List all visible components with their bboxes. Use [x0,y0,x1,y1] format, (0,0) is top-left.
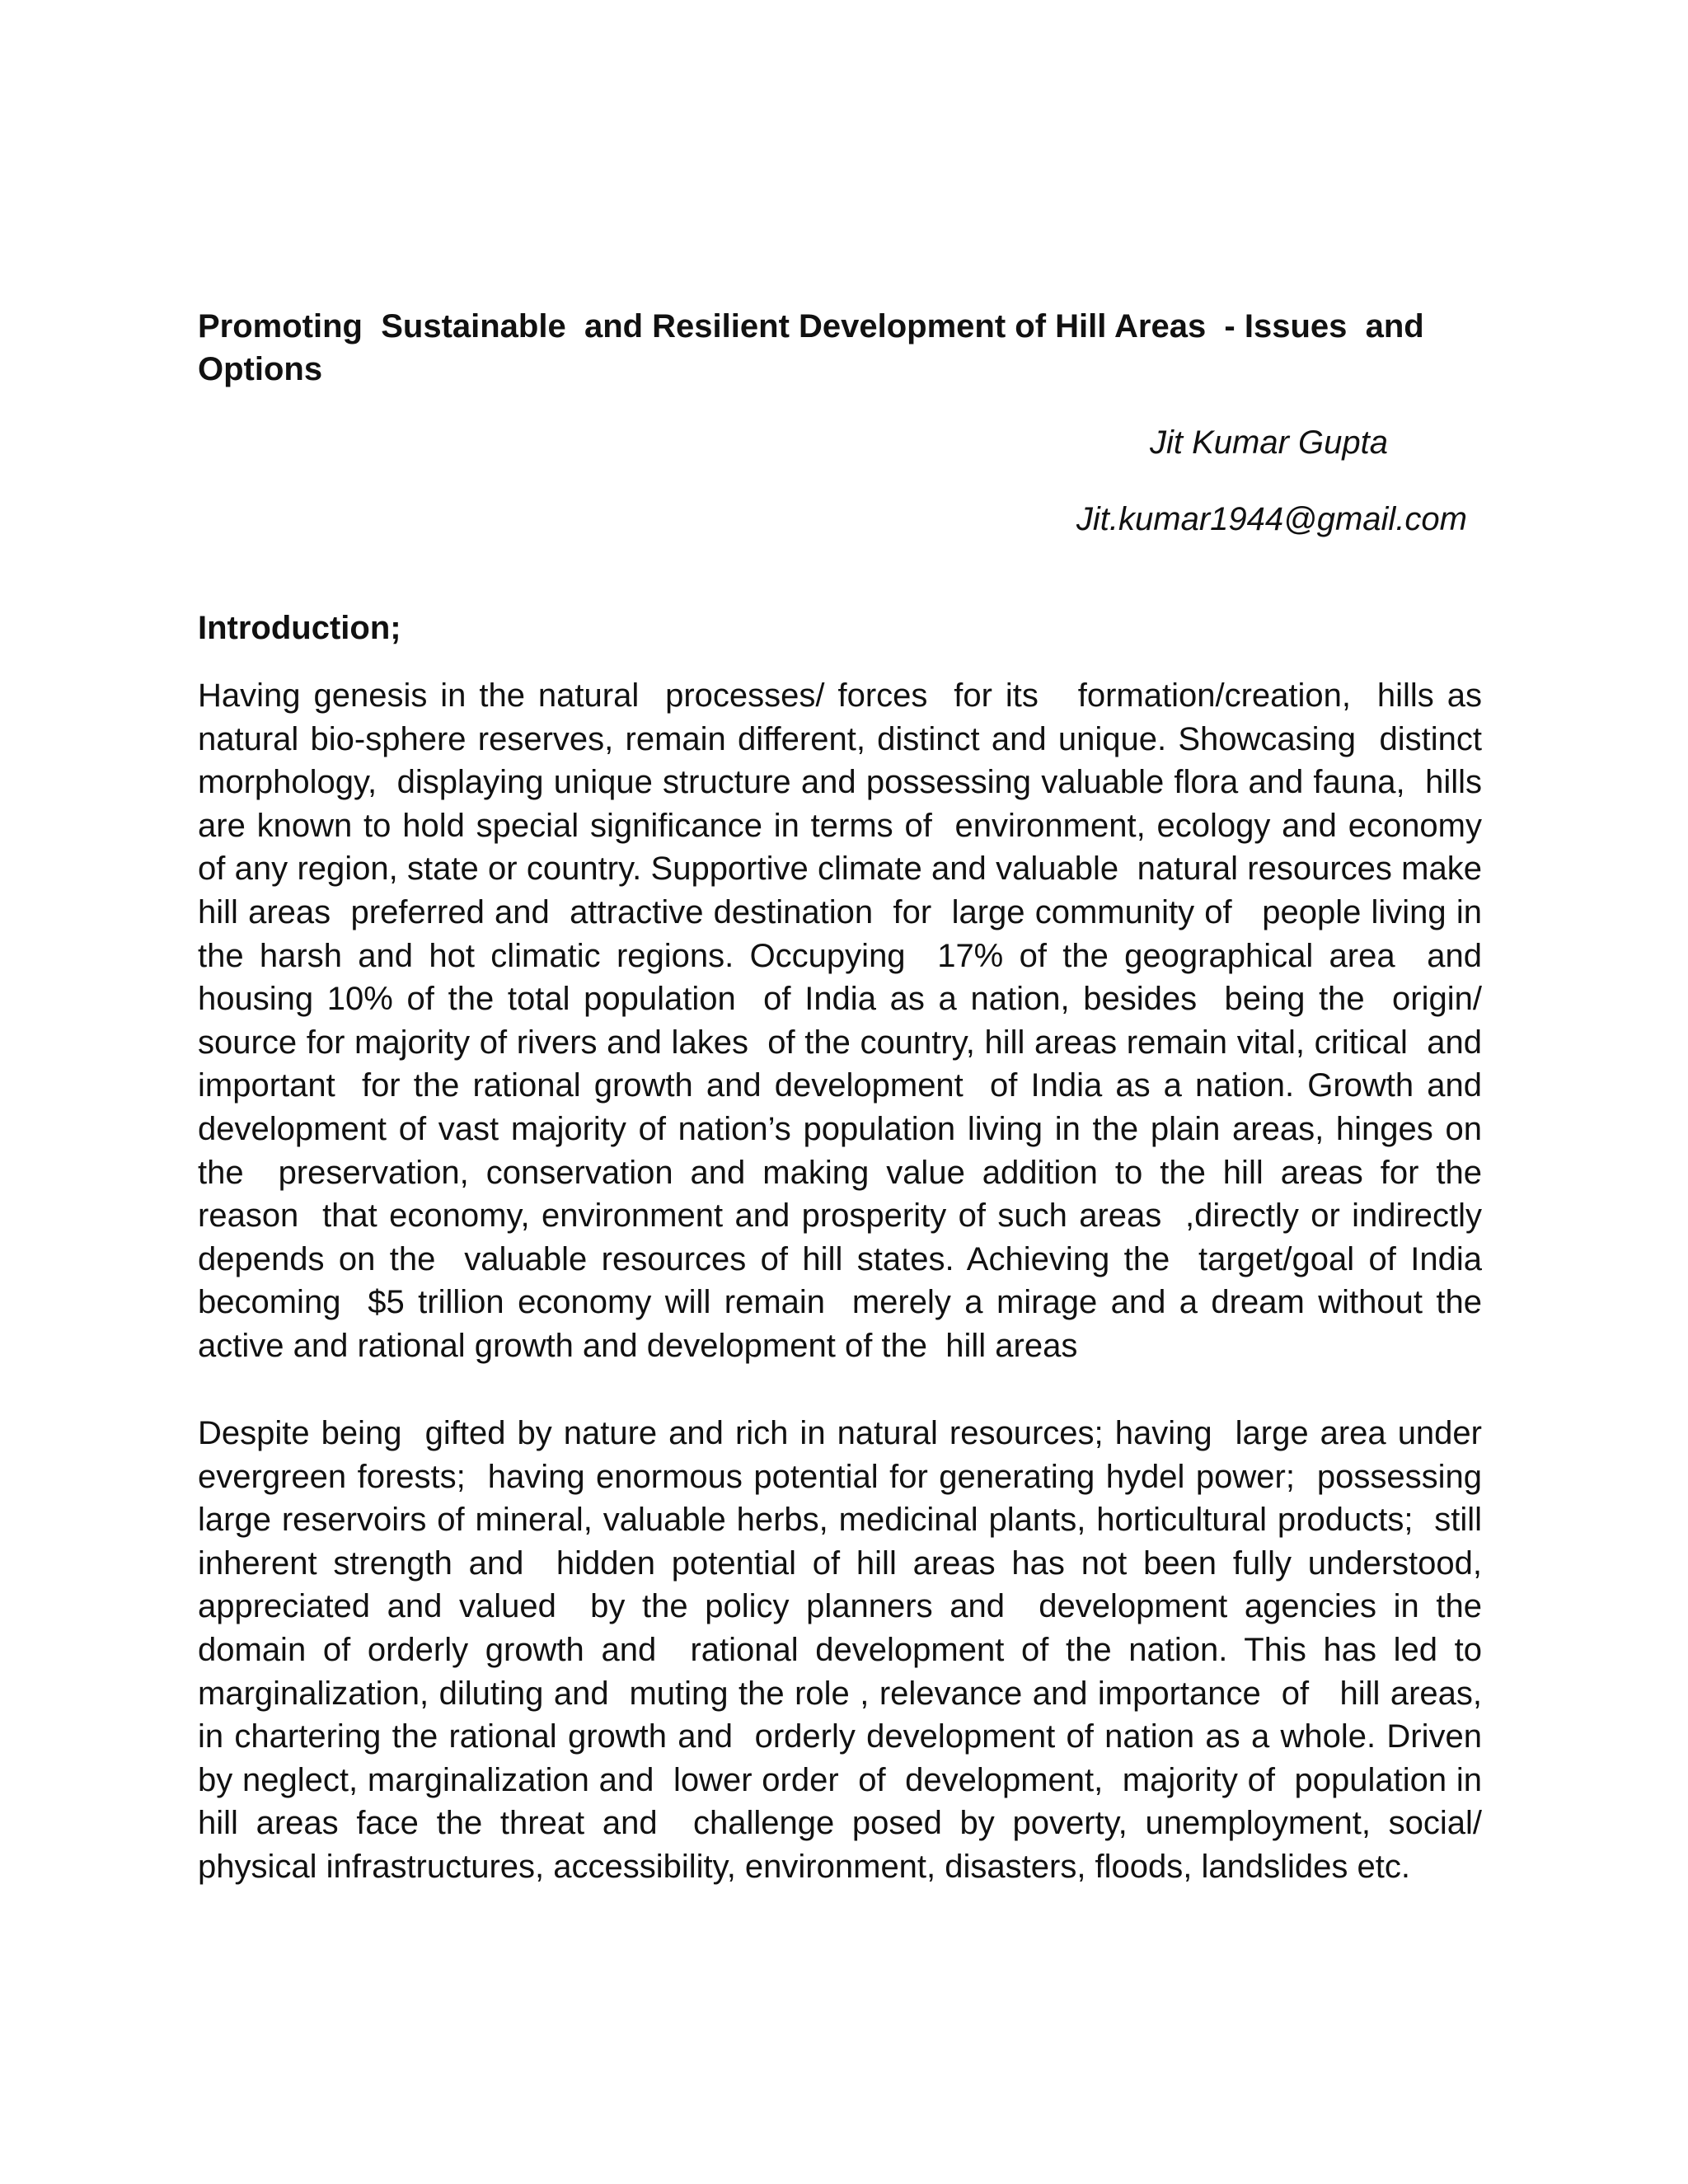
section-heading-introduction: Introduction; [198,610,401,646]
paragraph-2: Despite being gifted by nature and rich in natural resources; having large area under evergreen forests; having enormous potential for generating hydel power; possessing large reservoirs of mineral, valuable herbs, medicinal plants, horticultural products; still inherent strength and hidden potential of hill areas has not been fully understood, appreciated and valued by the policy planners and development agencies in the domain of orderly growth and rational development of the nation. This has led to marginalization, diluting and muting the role , relevance and importance of hill areas, in chartering the rational growth and orderly development of nation as a whole. Driven by neglect, marginalization and lower order of development, majority of population in hill areas face the threat and challenge posed by poverty, unemployment, social/ physical infrastructures, accessibility, environment, disasters, floods, landslides etc. [198,1415,1501,1885]
author-email: Jit.kumar1944@gmail.com [1076,501,1467,537]
document-title: Promoting Sustainable and Resilient Development of Hill Areas - Issues and Options [198,308,1433,387]
author-name: Jit Kumar Gupta [1149,424,1388,461]
paragraph-1: Having genesis in the natural processes/ forces for its formation/creation, hills as natural bio-sphere reserves, remain different, distinct and unique. Showcasing distinct morphology, displaying unique structure and possessing valuable flora and fauna, hills are known to hold special significance in terms of environment, ecology and economy of any region, state or country. Supportive climate and valuable natural resources make hill areas preferred and attractive destination for large community of people living in the harsh and hot climatic regions. Occupying 17% of the geographical area and housing 10% of the total population of India as a nation, besides being the origin/ source for majority of rivers and lakes of the country, hill areas remain vital, critical and important for the rational growth and development of India as a nation. Growth and development of vast majority of nation’s population living in the plain areas, hinges on the preservation, conservation and making value addition to the hill areas for the reason that economy, environment and prosperity of such areas ,directly or indirectly depends on the valuable resources of hill states. Achieving the target/goal of India becoming $5 trillion economy will remain merely a mirage and a dream without the active and rational growth and development of the hill areas [198,677,1501,1364]
